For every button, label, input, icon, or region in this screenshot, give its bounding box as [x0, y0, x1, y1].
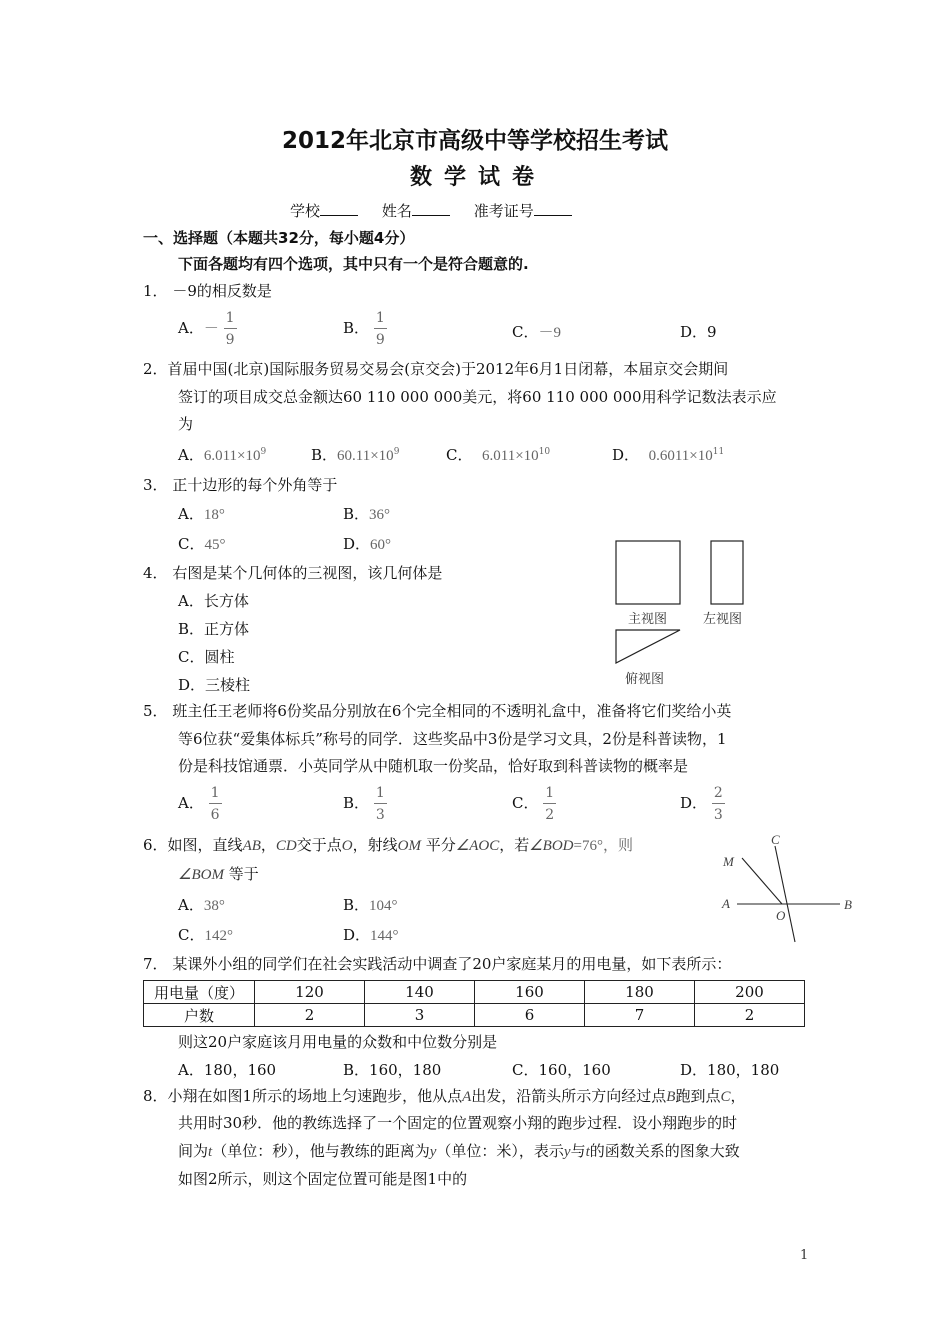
option-label: C．: [178, 535, 205, 553]
q7-option-c[interactable]: C．160，160: [512, 1061, 611, 1079]
point-b: B: [666, 1089, 676, 1105]
q2-option-d[interactable]: [612, 444, 724, 465]
option-value: 0.6011×10: [648, 448, 713, 464]
option-label: D．: [343, 926, 371, 944]
q4-number: 4．: [143, 564, 168, 582]
option-label: C．: [178, 926, 205, 944]
row-header: 户数: [144, 1004, 255, 1027]
q4-text: 右图是某个几何体的三视图，该几何体是: [172, 564, 443, 582]
q8-line-2: 共用时30秒．他的教练选择了一个固定的位置观察小翔的跑步过程．设小翔跑步的时: [178, 1114, 738, 1132]
table-row: [144, 981, 805, 1004]
q6-text: ，若: [499, 836, 530, 854]
numerator: 1: [209, 785, 222, 804]
exam-title: 2012年北京市高级中等学校招生考试: [281, 128, 668, 154]
option-label: C．: [512, 794, 539, 812]
q8-text: （单位：秒），他与教练的距离为: [212, 1142, 430, 1160]
option-value: 38°: [203, 898, 225, 914]
q3-text: 正十边形的每个外角等于: [172, 476, 338, 494]
option-label: A．: [178, 505, 204, 523]
q4-option-b[interactable]: B．正方体: [178, 620, 250, 638]
q4-option-c[interactable]: C．圆柱: [178, 648, 235, 666]
q3-option-d[interactable]: [343, 533, 391, 554]
q8-number: 8．: [143, 1087, 168, 1105]
q2-line-1: [143, 356, 728, 383]
q3-option-c[interactable]: [178, 533, 225, 554]
front-view-caption: 主视图: [628, 612, 668, 627]
q4-option-a[interactable]: A．长方体: [178, 592, 249, 610]
denominator: 3: [713, 807, 723, 823]
q6-text: =76°，则: [573, 838, 633, 854]
q5-option-b[interactable]: [343, 785, 387, 823]
option-label: D．: [680, 794, 708, 812]
q6-option-c[interactable]: [178, 924, 233, 945]
option-value: 45°: [204, 537, 226, 553]
left-view-caption: 左视图: [703, 612, 743, 627]
fraction: [374, 310, 387, 348]
q6-text: ，射线: [352, 836, 398, 854]
page-number: 1: [800, 1248, 809, 1263]
q4-option-d[interactable]: D．三棱柱: [178, 676, 251, 694]
option-value: 60°: [370, 537, 392, 553]
option-label: D．: [343, 535, 371, 553]
fraction: [374, 785, 387, 823]
id-label: 准考证号: [473, 202, 534, 220]
front-view-square: [616, 541, 680, 604]
angle-bom: ∠BOM: [178, 867, 224, 883]
q6-option-a[interactable]: [178, 894, 225, 915]
q8-text: 与: [570, 1142, 586, 1160]
option-label: A．: [178, 794, 204, 812]
ray-om: OM: [397, 838, 421, 854]
school-blank[interactable]: [320, 201, 358, 216]
denominator: 3: [375, 807, 385, 823]
var-t: t: [208, 1144, 213, 1160]
q7-option-d[interactable]: D．180，180: [680, 1061, 780, 1079]
name-blank[interactable]: [412, 201, 450, 216]
q6-option-d[interactable]: [343, 924, 399, 945]
numerator: 1: [543, 785, 556, 804]
q1-number: 1．: [143, 282, 168, 300]
q6-text: 交于点: [296, 836, 342, 854]
q1-option-d[interactable]: [680, 321, 717, 342]
q3-number: 3．: [143, 476, 168, 494]
top-view-caption: 俯视图: [625, 672, 665, 687]
option-value: 18°: [203, 507, 225, 523]
q7-followup: 则这20户家庭该月用电量的众数和中位数分别是: [178, 1033, 498, 1051]
fraction: [543, 785, 556, 823]
label-c: C: [771, 832, 780, 847]
numerator: 1: [224, 310, 237, 329]
q7-option-a[interactable]: A．180，160: [178, 1061, 277, 1079]
q6-line-1: [143, 832, 633, 860]
option-label: B．: [343, 319, 370, 337]
q2-text: 首届中国(北京)国际服务贸易交易会(京交会)于2012年6月1日闭幕，本届京交会期间: [167, 360, 729, 378]
q6-text: ，: [260, 836, 276, 854]
denominator: 9: [375, 332, 385, 348]
var-y: y: [429, 1144, 437, 1160]
q1-text: －9的相反数是: [172, 282, 272, 300]
label-a: A: [722, 896, 730, 911]
q7-number: 7．: [143, 955, 168, 973]
exponent: 10: [538, 447, 551, 457]
q5-line-3: 份是科技馆通票．小英同学从中随机取一份奖品，恰好取到科普读物的概率是: [178, 757, 689, 775]
q4-stem: [143, 562, 442, 583]
q2-option-b[interactable]: [311, 444, 399, 465]
denominator: 2: [545, 807, 555, 823]
option-label: B．: [311, 446, 338, 464]
option-label: B．: [343, 505, 370, 523]
option-label: B．: [343, 794, 370, 812]
denominator: 9: [225, 332, 235, 348]
option-label: A．: [178, 319, 204, 337]
q6-text: 如图，直线: [167, 836, 243, 854]
option-label: A．: [178, 896, 204, 914]
q8-line-1: [143, 1083, 746, 1111]
q7-stem: [143, 953, 731, 974]
option-label: C．: [512, 323, 539, 341]
q6-text: 等于: [228, 865, 259, 883]
table-cell: 6: [475, 1004, 585, 1027]
table-cell: 2: [255, 1004, 365, 1027]
electricity-table: [143, 980, 805, 1027]
q2-number: 2．: [143, 360, 168, 378]
section-instruction: 下面各题均有四个选项，其中只有一个是符合题意的.: [178, 255, 529, 273]
angle-aoc: ∠AOC: [455, 838, 500, 854]
table-cell: 120: [255, 981, 365, 1004]
point-a: A: [462, 1089, 472, 1105]
option-value: 60.11×10: [337, 448, 394, 464]
option-value: 36°: [369, 507, 391, 523]
q8-text: 间为: [178, 1142, 209, 1160]
option-value: 6.011×10: [203, 448, 261, 464]
option-value: 142°: [204, 928, 233, 944]
label-b: B: [844, 897, 852, 912]
option-value: 6.011×10: [482, 448, 539, 464]
q1-stem: [143, 280, 272, 301]
q3-option-b[interactable]: [343, 503, 390, 524]
fraction: [224, 310, 237, 348]
table-cell: 7: [585, 1004, 695, 1027]
exponent: 11: [712, 447, 725, 457]
q5-text: 班主任王老师将6份奖品分别放在6个完全相同的不透明礼盒中，准备将它们奖给小英: [172, 702, 732, 720]
name-label: 姓名: [381, 202, 412, 220]
q8-line-4: 如图2所示，则这个固定位置可能是图1中的: [178, 1170, 468, 1188]
q2-line-2: 签订的项目成交总金额达60 110 000 000美元，将60 110 000 000用科学记数法表示应: [178, 388, 777, 406]
q1-option-b[interactable]: [343, 310, 387, 348]
table-cell: 180: [585, 981, 695, 1004]
q1-option-c[interactable]: [512, 321, 561, 342]
minus-sign: －: [203, 321, 219, 337]
q5-option-a[interactable]: [178, 785, 222, 823]
option-label: D．: [680, 323, 708, 341]
fraction: [712, 785, 725, 823]
q8-text: 跑到点: [675, 1087, 721, 1105]
option-label: C．: [446, 446, 473, 464]
numerator: 1: [374, 310, 387, 329]
exam-subtitle: 数学试卷: [409, 165, 546, 190]
q8-text: 出发，沿箭头所示方向经过点: [471, 1087, 667, 1105]
q1-option-a[interactable]: [178, 310, 237, 348]
var-y: y: [563, 1144, 571, 1160]
numerator: 1: [374, 785, 387, 804]
fraction: [209, 785, 222, 823]
q5-option-c[interactable]: [512, 785, 556, 823]
angle-bod: ∠BOD: [529, 838, 574, 854]
q8-text: 小翔在如图1所示的场地上匀速跑步，他从点: [167, 1087, 463, 1105]
left-view-rectangle: [711, 541, 743, 604]
line-cd-stroke: [775, 846, 795, 942]
row-header: 用电量（度）: [144, 981, 255, 1004]
label-o: O: [776, 908, 786, 923]
option-value: 9: [707, 323, 717, 341]
var-t: t: [585, 1144, 590, 1160]
q8-line-3: [178, 1138, 740, 1166]
option-label: B．: [343, 896, 370, 914]
table-cell: 160: [475, 981, 585, 1004]
label-m: M: [723, 854, 734, 869]
table-cell: 140: [365, 981, 475, 1004]
angle-figure: [715, 830, 865, 950]
info-fields: [290, 200, 572, 221]
q5-number: 5．: [143, 702, 168, 720]
q3-option-a[interactable]: [178, 503, 225, 524]
denominator: 6: [210, 807, 220, 823]
q5-option-d[interactable]: [680, 785, 725, 823]
q2-line-3: 为: [178, 415, 194, 433]
line-cd: CD: [275, 838, 297, 854]
three-view-figure: [600, 530, 770, 690]
q6-text: 平分: [425, 836, 456, 854]
point-o: O: [341, 838, 353, 854]
table-cell: 200: [695, 981, 805, 1004]
q5-line-2: 等6位获“爱集体标兵”称号的同学．这些奖品中3份是学习文具，2份是科普读物，1: [178, 730, 727, 748]
table-cell: 2: [695, 1004, 805, 1027]
school-label: 学校: [290, 202, 321, 220]
point-c: C: [720, 1089, 731, 1105]
exponent: 9: [393, 447, 400, 457]
q7-text: 某课外小组的同学们在社会实践活动中调查了20户家庭某月的用电量，如下表所示：: [172, 955, 732, 973]
q3-stem: [143, 474, 337, 495]
q6-line-2: [178, 861, 259, 889]
line-ab: AB: [242, 838, 261, 854]
q6-option-b[interactable]: [343, 894, 398, 915]
option-value: －9: [538, 325, 561, 341]
q7-option-b[interactable]: B．160，180: [343, 1061, 442, 1079]
q8-text: （单位：米），表示: [436, 1142, 564, 1160]
ray-om-stroke: [742, 858, 782, 904]
q2-option-c[interactable]: [446, 444, 550, 465]
option-label: A．: [178, 446, 204, 464]
option-value: 104°: [369, 898, 398, 914]
id-blank[interactable]: [534, 201, 572, 216]
q8-text: ，: [730, 1087, 746, 1105]
table-row: [144, 1004, 805, 1027]
option-label: D．: [612, 446, 640, 464]
q5-line-1: [143, 698, 731, 725]
q2-option-a[interactable]: [178, 444, 266, 465]
numerator: 2: [712, 785, 725, 804]
option-value: 144°: [370, 928, 399, 944]
top-view-triangle: [616, 630, 680, 663]
q8-text: 的函数关系的图象大致: [589, 1142, 740, 1160]
table-cell: 3: [365, 1004, 475, 1027]
exponent: 9: [260, 447, 267, 457]
section-heading: 一、选择题（本题共32分，每小题4分）: [143, 229, 415, 247]
q6-number: 6．: [143, 836, 168, 854]
